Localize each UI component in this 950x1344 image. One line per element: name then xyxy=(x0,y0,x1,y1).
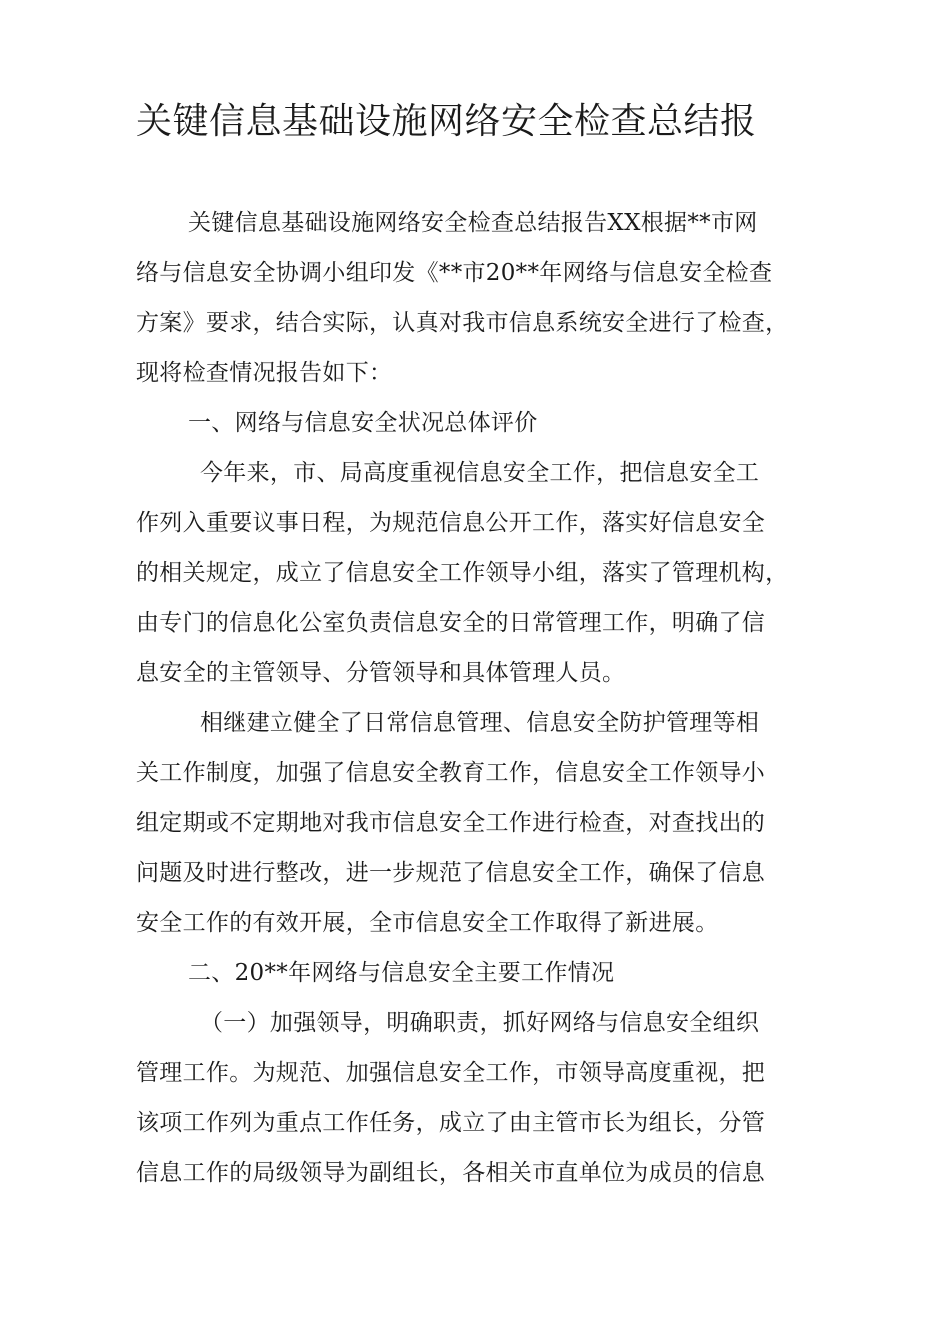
paragraph-2-line-5: 息安全的主管领导、分管领导和具体管理人员。 xyxy=(136,660,626,686)
paragraph-4-line-4: 信息工作的局级领导为副组长，各相关市直单位为成员的信息 xyxy=(136,1160,766,1186)
paragraph-1-line-3: 方案》要求，结合实际，认真对我市信息系统安全进行了检查， xyxy=(136,310,789,336)
section-heading-1: 一、网络与信息安全状况总体评价 xyxy=(188,410,538,436)
paragraph-3-line-3: 组定期或不定期地对我市信息安全工作进行检查，对查找出的 xyxy=(136,810,766,836)
document-title: 关键信息基础设施网络安全检查总结报 xyxy=(136,101,757,142)
paragraph-4-line-3: 该项工作列为重点工作任务，成立了由主管市长为组长，分管 xyxy=(136,1110,766,1136)
paragraph-2-line-3: 的相关规定，成立了信息安全工作领导小组，落实了管理机构， xyxy=(136,560,789,586)
paragraph-2-line-4: 由专门的信息化公室负责信息安全的日常管理工作，明确了信 xyxy=(136,610,766,636)
paragraph-3-line-1: 相继建立健全了日常信息管理、信息安全防护管理等相 xyxy=(200,710,760,736)
paragraph-3-line-5: 安全工作的有效开展，全市信息安全工作取得了新进展。 xyxy=(136,910,719,936)
section-heading-2: 二、20**年网络与信息安全主要工作情况 xyxy=(188,960,615,986)
document-body xyxy=(136,198,836,1198)
paragraph-1-line-4: 现将检查情况报告如下： xyxy=(136,360,393,386)
paragraph-4-line-2: 管理工作。为规范、加强信息安全工作，市领导高度重视，把 xyxy=(136,1060,766,1086)
paragraph-1-line-2: 络与信息安全协调小组印发《**市20**年网络与信息安全检查 xyxy=(136,260,773,286)
paragraph-3-line-4: 问题及时进行整改，进一步规范了信息安全工作，确保了信息 xyxy=(136,860,766,886)
paragraph-1-line-1: 关键信息基础设施网络安全检查总结报告XX根据**市网 xyxy=(188,210,758,236)
paragraph-2-line-1: 今年来，市、局高度重视信息安全工作，把信息安全工 xyxy=(200,460,760,486)
paragraph-3-line-2: 关工作制度，加强了信息安全教育工作，信息安全工作领导小 xyxy=(136,760,766,786)
paragraph-2-line-2: 作列入重要议事日程，为规范信息公开工作，落实好信息安全 xyxy=(136,510,766,536)
paragraph-4-line-1: （一）加强领导，明确职责，抓好网络与信息安全组织 xyxy=(200,1010,760,1036)
